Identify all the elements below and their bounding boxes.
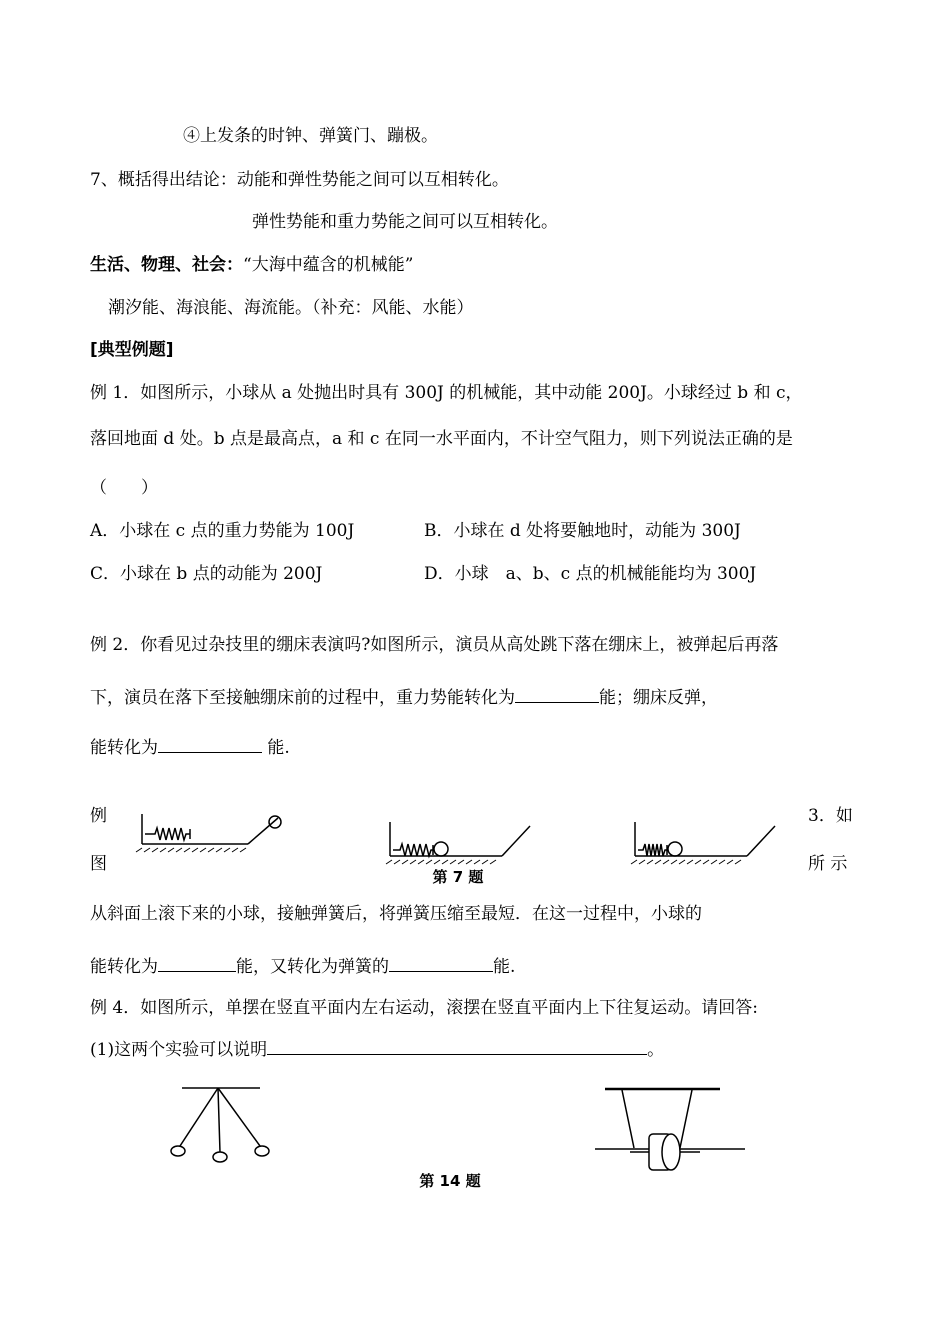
maxwell-wheel (595, 1089, 745, 1170)
example4-line1: 例 4．如图所示，单摆在竖直平面内左右运动，滚摆在竖直平面内上下往复运动。请回答: (90, 998, 758, 1018)
example2-line2 (90, 684, 718, 710)
example4-question1 (90, 1036, 664, 1062)
example2-blank-2[interactable] (158, 734, 262, 753)
example2-line3 (90, 734, 290, 760)
example3-left-bottom: 图 (90, 854, 107, 874)
example2-line2-tail: 能；绷床反弹， (599, 688, 718, 708)
spring-ramp-panel-3 (631, 822, 775, 864)
conclusion-line-2: 弹性势能和重力势能之间可以互相转化。 (252, 212, 558, 232)
example3-line3-mid: 能，又转化为弹簧的 (236, 957, 389, 977)
section-title: 生活、物理、社会： (90, 255, 243, 275)
example3-line3-tail: 能. (493, 957, 516, 977)
section-heading (90, 253, 413, 277)
example3-blank-2[interactable] (389, 953, 493, 972)
pendulum-figure (160, 1080, 760, 1195)
item-4-line: ④上发条的时钟、弹簧门、蹦极。 (183, 126, 438, 146)
example1-option-b: B．小球在 d 处将要触地时，动能为 300J (424, 521, 741, 541)
example1-option-d: D．小球 a、b、c 点的机械能能均为 300J (424, 564, 757, 584)
example3-right-top: 3．如 (808, 806, 853, 826)
example2-blank-1[interactable] (515, 684, 599, 703)
spring-ramp-figure (130, 812, 790, 892)
example3-right-bottom: 所 示 (808, 854, 848, 874)
example4-question1-end: 。 (647, 1040, 665, 1060)
example3-line3-text: 能转化为 (90, 957, 158, 977)
simple-pendulum (171, 1088, 269, 1162)
figure7-caption: 第 7 题 (432, 868, 484, 886)
ocean-energy-line: 潮汐能、海浪能、海流能。（补充：风能、水能） (108, 298, 474, 318)
conclusion-line-1: 7、概括得出结论：动能和弹性势能之间可以互相转化。 (90, 170, 509, 190)
example3-blank-1[interactable] (158, 953, 236, 972)
figure14-caption: 第 14 题 (419, 1172, 481, 1190)
example1-option-c: C．小球在 b 点的动能为 200J (90, 564, 323, 584)
example1-answer-paren: （ ） (90, 478, 158, 498)
example1-option-a: A．小球在 c 点的重力势能为 100J (90, 521, 355, 541)
example2-line3-tail: 能. (262, 738, 290, 758)
example2-line1: 例 2．你看见过杂技里的绷床表演吗?如图所示，演员从高处跳下落在绷床上，被弹起后再落 (90, 635, 779, 655)
spring-ramp-panel-1 (136, 814, 281, 852)
example4-blank-1[interactable] (267, 1036, 647, 1055)
example3-line2: 从斜面上滚下来的小球，接触弹簧后，将弹簧压缩至最短．在这一过程中，小球的 (90, 904, 702, 924)
examples-heading: [典型例题] (90, 340, 174, 360)
example1-line2: 落回地面 d 处。b 点是最高点，a 和 c 在同一水平面内，不计空气阻力，则下列说法正确的是 (90, 429, 793, 449)
example3-line3 (90, 953, 515, 979)
spring-ramp-panel-2 (386, 822, 530, 864)
example2-line3-text: 能转化为 (90, 738, 158, 758)
example4-question1-text: (1)这两个实验可以说明 (90, 1040, 268, 1060)
example3-left-top: 例 (90, 806, 107, 826)
example2-line2-text: 下，演员在落下至接触绷床前的过程中，重力势能转化为 (90, 688, 515, 708)
example1-line1: 例 1．如图所示，小球从 a 处抛出时具有 300J 的机械能，其中动能 200J。小球经过 b 和 c， (90, 383, 803, 403)
section-quote: “大海中蕴含的机械能” (243, 255, 414, 275)
